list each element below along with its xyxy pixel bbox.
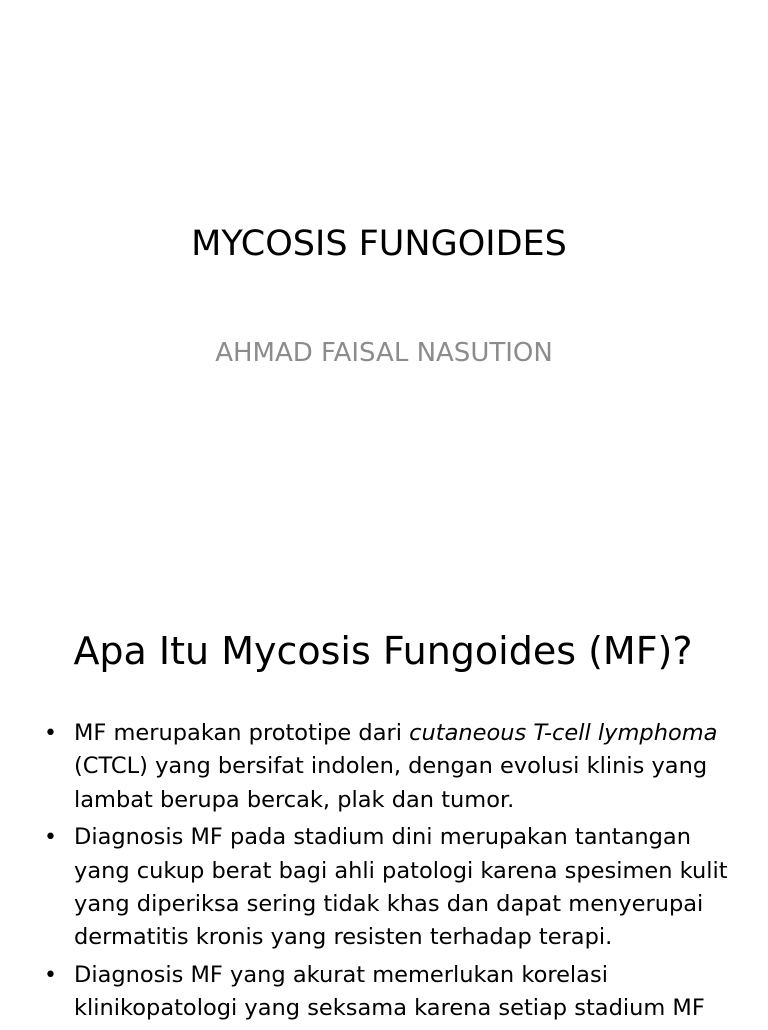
bullet-text-part: (CTCL) yang bersifat indolen, dengan evolusi klinis yang lambat berupa bercak, plak dan tumor. <box>74 753 708 813</box>
bullet-text: Diagnosis MF yang akurat memerlukan korelasi klinikopatologi yang seksama karena setiap stadium MF <box>74 961 705 1022</box>
bullet-list <box>42 717 732 1030</box>
bullet-dot-icon: • <box>44 962 57 988</box>
slide-title: MYCOSIS FUNGOIDES <box>191 224 567 264</box>
bullet-dot-icon: • <box>44 825 57 851</box>
slide-subtitle: AHMAD FAISAL NASUTION <box>215 338 553 368</box>
bullet-text <box>74 720 717 813</box>
bullet-text: Diagnosis MF pada stadium dini merupakan tantangan yang cukup berat bagi ahli patologi karena spesimen kulit yang diperiksa sering tidak khas dan dapat menyerupai dermatitis kronis yang resisten terhadap terapi. <box>74 824 728 951</box>
bullet-item <box>42 821 732 955</box>
bullet-dot-icon: • <box>44 721 57 746</box>
bullet-item <box>42 959 732 1026</box>
content-slide <box>0 576 768 1024</box>
bullet-text-part: MF merupakan prototipe dari <box>74 720 410 746</box>
bullet-text-italic: cutaneous T-cell lymphoma <box>409 720 718 746</box>
content-slide-title: Apa Itu Mycosis Fungoides (MF)? <box>73 629 693 673</box>
bullet-item <box>42 717 732 817</box>
